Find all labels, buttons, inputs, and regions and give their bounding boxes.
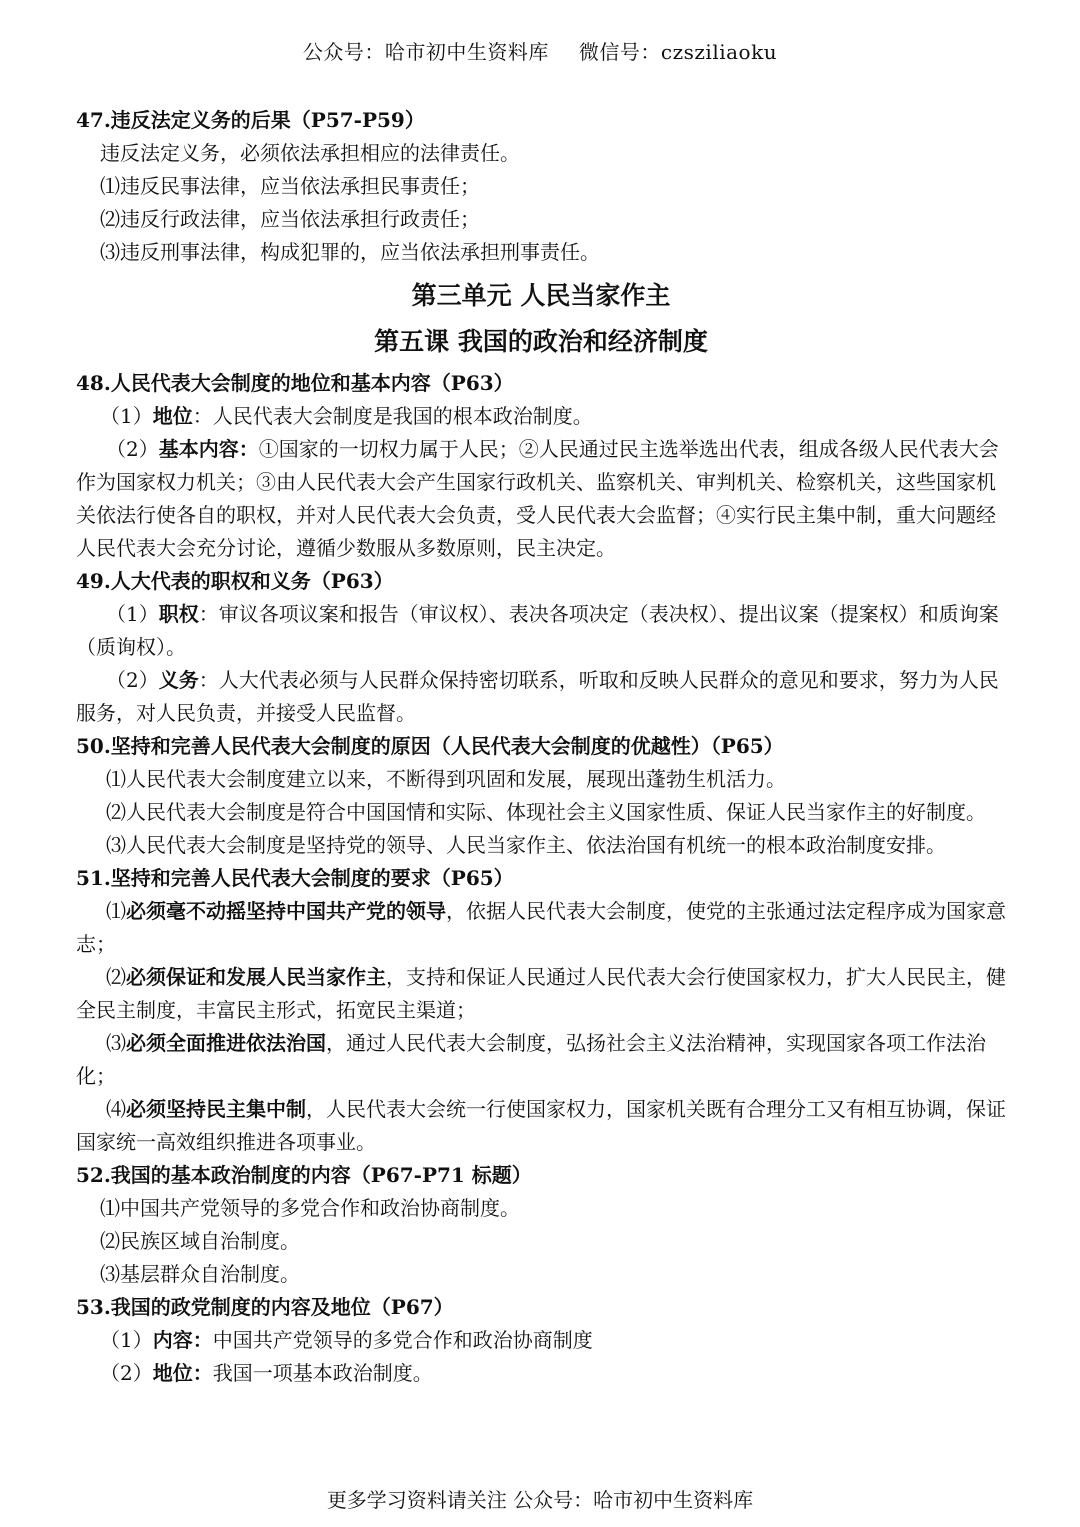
header-wechat-id: 微信号：czsziliaoku [578, 40, 778, 64]
key-term: 必须全面推进依法治国 [126, 1031, 326, 1055]
item-text: ①国家的一切权力属于人民；②人民通过民主选举选出代表，组成各级人民代表大会作为国家权力机关；③由人民代表大会产生国家行政机关、监察机关、审判机关、检察机关，这些国家机关依法行使各自的职权，并对人民代表大会负责，受人民代表大会监督；④实行民主集中制，重大问题经人民代表大会充分讨论，遵循少数服从多数原则，民主决定。 [76, 437, 999, 560]
item-number: （2） [106, 437, 159, 461]
section-53 [76, 1291, 1006, 1390]
item-text: ：审议各项议案和报告（审议权）、表决各项决定（表决权）、提出议案（提案权）和质询案（质询权）。 [76, 602, 999, 659]
list-item: ⑵违反行政法律，应当依法承担行政责任； [100, 207, 480, 231]
key-term: 必须保证和发展人民当家作主 [126, 965, 386, 989]
item-text: ，人民代表大会统一行使国家权力，国家机关既有合理分工又有相互协调，保证国家统一高效组织推进各项事业。 [76, 1097, 1006, 1154]
unit-title: 第三单元 人民当家作主 [411, 281, 671, 310]
section-47 [76, 104, 1006, 269]
item-number: （1） [100, 1328, 153, 1352]
item-number: （2） [100, 1361, 153, 1385]
item-text: ：人民代表大会制度是我国的根本政治制度。 [192, 404, 593, 428]
list-item: ⑵人民代表大会制度是符合中国国情和实际、体现社会主义国家性质、保证人民当家作主的好制度。 [106, 800, 986, 824]
key-term: 必须坚持民主集中制 [126, 1097, 306, 1121]
list-item [76, 961, 1006, 1027]
list-item: ⑴人民代表大会制度建立以来，不断得到巩固和发展，展现出蓬勃生机活力。 [106, 767, 786, 791]
paragraph [76, 1324, 1006, 1357]
section-48 [76, 367, 1006, 565]
document-body [76, 104, 1006, 1390]
item-number: （1） [100, 404, 153, 428]
page-header [0, 36, 1080, 65]
list-item: ⑴违反民事法律，应当依法承担民事责任； [100, 174, 480, 198]
list-item [76, 1027, 1006, 1093]
item-text: 中国共产党领导的多党合作和政治协商制度 [212, 1328, 593, 1352]
paragraph [76, 664, 1006, 730]
section-title: 52.我国的基本政治制度的内容（P67-P71 标题） [76, 1163, 532, 1187]
list-item [76, 1093, 1006, 1159]
item-number: （1） [106, 602, 159, 626]
key-term: 基本内容： [158, 437, 259, 461]
key-term: 必须毫不动摇坚持中国共产党的领导 [126, 899, 446, 923]
section-title: 49.人大代表的职权和义务（P63） [76, 569, 394, 593]
paragraph [76, 598, 1006, 664]
key-term: 地位： [152, 1361, 213, 1385]
item-text: 我国一项基本政治制度。 [212, 1361, 433, 1385]
item-number: ⑴ [106, 899, 126, 923]
lesson-title: 第五课 我国的政治和经济制度 [374, 327, 708, 356]
paragraph [76, 1357, 1006, 1390]
item-number: ⑵ [106, 965, 126, 989]
list-item: ⑴中国共产党领导的多党合作和政治协商制度。 [100, 1196, 520, 1220]
item-text: ，通过人民代表大会制度，弘扬社会主义法治精神，实现国家各项工作法治化； [76, 1031, 986, 1088]
paragraph [76, 433, 1006, 565]
header-account: 公众号：哈市初中生资料库 [302, 40, 549, 64]
key-term: 义务 [158, 668, 199, 692]
item-text: ，依据人民代表大会制度，使党的主张通过法定程序成为国家意志； [76, 899, 1006, 956]
list-item: ⑵民族区域自治制度。 [100, 1229, 300, 1253]
page-footer: 更多学习资料请关注 公众号：哈市初中生资料库 [326, 1488, 754, 1512]
section-title: 48.人民代表大会制度的地位和基本内容（P63） [76, 371, 514, 395]
section-title: 50.坚持和完善人民代表大会制度的原因（人民代表大会制度的优越性）（P65） [76, 734, 784, 758]
item-text: ，支持和保证人民通过人民代表大会行使国家权力，扩大人民民主，健全民主制度，丰富民主形式，拓宽民主渠道； [76, 965, 1006, 1022]
item-number: ⑷ [106, 1097, 126, 1121]
list-item: ⑶人民代表大会制度是坚持党的领导、人民当家作主、依法治国有机统一的根本政治制度安排。 [106, 833, 946, 857]
key-term: 内容： [152, 1328, 213, 1352]
section-title: 51.坚持和完善人民代表大会制度的要求（P65） [76, 866, 514, 890]
section-title: 47.违反法定义务的后果（P57-P59） [76, 108, 425, 132]
section-50 [76, 730, 1006, 862]
paragraph: 违反法定义务，必须依法承担相应的法律责任。 [100, 141, 520, 165]
item-number: （2） [106, 668, 159, 692]
section-49 [76, 565, 1006, 730]
list-item: ⑶基层群众自治制度。 [100, 1262, 300, 1286]
list-item: ⑶违反刑事法律，构成犯罪的，应当依法承担刑事责任。 [100, 240, 600, 264]
section-52 [76, 1159, 1006, 1291]
item-number: ⑶ [106, 1031, 126, 1055]
item-text: ：人大代表必须与人民群众保持密切联系，听取和反映人民群众的意见和要求，努力为人民服务，对人民负责，并接受人民监督。 [76, 668, 999, 725]
list-item [76, 895, 1006, 961]
key-term: 职权 [158, 602, 199, 626]
section-51 [76, 862, 1006, 1159]
section-title: 53.我国的政党制度的内容及地位（P67） [76, 1295, 454, 1319]
paragraph [76, 400, 1006, 433]
key-term: 地位 [152, 404, 193, 428]
